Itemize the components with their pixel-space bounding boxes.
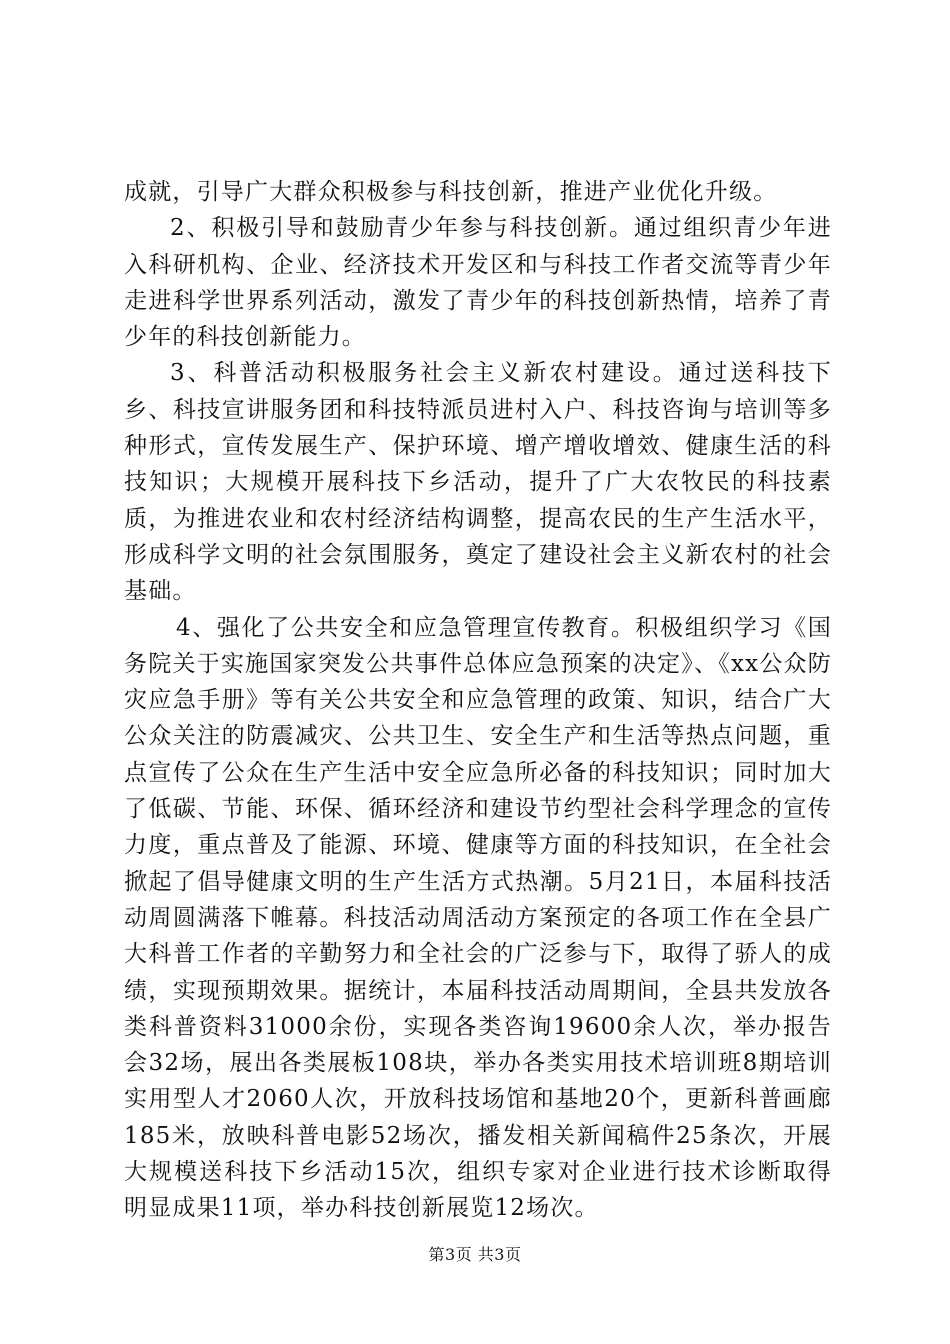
paragraph-youth-innovation: 2、积极引导和鼓励青少年参与科技创新。通过组织青少年进入科研机构、企业、经济技术开发区和与科技工作者交流等青少年走进科学世界系列活动，激发了青少年的科技创新热情，培养了青少年的科技创新能力。	[124, 215, 832, 351]
paragraph-continuation: 成就，引导广大群众积极参与科技创新，推进产业优化升级。	[124, 179, 778, 205]
paragraph-public-safety: 4、强化了公共安全和应急管理宣传教育。积极组织学习《国务院关于实施国家突发公共事件总体应急预案的决定》、《xx公众防灾应急手册》等有关公共安全和应急管理的政策、知识，结合广大公众关注的防震减灾、公共卫生、安全生产和生活等热点问题，重点宣传了公众在生产生活中安全应急所必备的科技知识；同时加大了低碳、节能、环保、循环经济和建设节约型社会科学理念的宣传力度，重点普及了能源、环境、健康等方面的科技知识，在全社会掀起了倡导健康文明的生产生活方式热潮。5月21日，本届科技活动周圆满落下帷幕。科技活动周活动方案预定的各项工作在全县广大科普工作者的辛勤努力和全社会的广泛参与下，取得了骄人的成绩，实现预期效果。据统计，本届科技活动周期间，全县共发放各类科普资料31000余份，实现各类咨询19600余人次，举办报告会32场，展出各类展板108块，举办各类实用技术培训班8期培训实用型人才2060人次，开放科技场馆和基地20个，更新科普画廊185米，放映科普电影52场次，播发相关新闻稿件25条次，开展大规模送科技下乡活动15次，组织专家对企业进行技术诊断取得明显成果11项，举办科技创新展览12场次。	[124, 614, 832, 1222]
paragraph-rural-construction: 3、科普活动积极服务社会主义新农村建设。通过送科技下乡、科技宣讲服务团和科技特派员进村入户、科技咨询与培训等多种形式，宣传发展生产、保护环境、增产增收增效、健康生活的科技知识；大规模开展科技下乡活动，提升了广大农牧民的科技素质，为推进农业和农村经济结构调整，提高农民的生产生活水平，形成科学文明的社会氛围服务，奠定了建设社会主义新农村的社会基础。	[124, 360, 832, 605]
document-body	[124, 174, 832, 1227]
page-footer: 第3页 共3页	[428, 1245, 522, 1264]
